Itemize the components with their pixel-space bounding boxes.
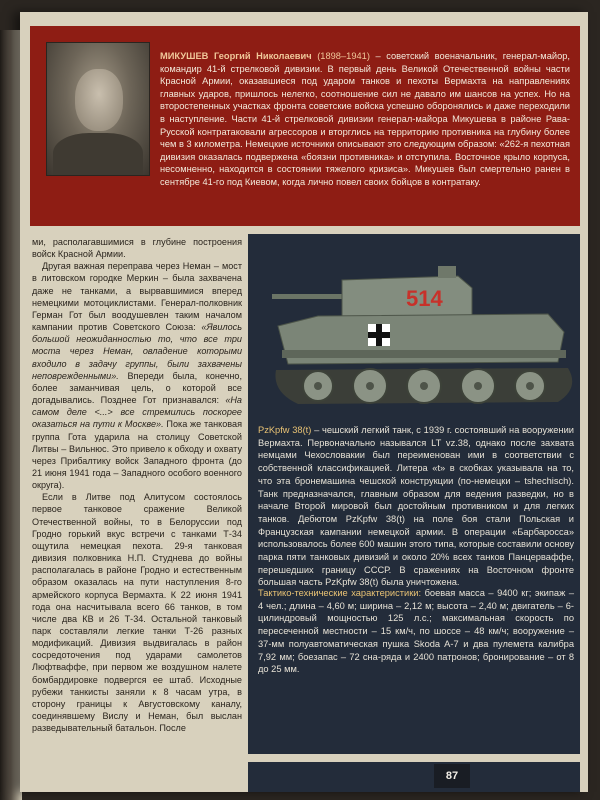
bio-body: – советский военачальник, генерал-майор, командир 41-й стрелковой дивизии. В первый день Великой Отечественной войны части Красной Армии, оказавшиеся под ударом танков и пехоты Вермахта на направлениях главных ударов, пришлось нелегко, соотношение сил не давало им шансов на успех. Но на второстепенных участках фронта советские войска успешно оборонялись и даже переходили в наступление. Части 41-й стрелковой дивизии генерал-майора Микушева в районе Рава-Русской контратаковали агрессоров и вторглись на территорию противника на глубину более чем в 3 километра. Немецкие источники описывают это следующим образом: «262-я пехотная дивизия оказалась подвержена «боязни противника» и отступила. Восточное крыло корпуса, несомненно, находится в состоянии тяжелого кризиса». Микушев был смертельно ранен в сентябре 41-го под Киевом, когда лично повел своих бойцов в контратаку. [160,51,570,187]
tank-fender [282,350,566,358]
tank-specifications [258,587,574,676]
page-number: 87 [434,764,470,788]
tank-cupola [438,266,456,278]
tank-gun [272,294,342,299]
portrait-uniform [53,133,143,176]
book-spine-shadow [0,30,22,800]
tank-info-panel [248,234,580,754]
bio-name: МИКУШЕВ Георгий Николаевич [160,51,312,61]
quote-hoth-2: «На самом деле <...> все стремились поскорее оказаться на пути к Москве». [32,395,242,430]
paragraph-2-tail: Впереди была, конечно, более заманчивая цель, о которой все догадывались. Позднее Гот признавался: [32,370,243,406]
tank-number: 514 [406,286,443,311]
paragraph-1: ми, располагавшимися в глубине построения войск Красной Армии. [32,237,242,260]
cross-emblem-h [368,332,390,338]
paragraph-3: Если в Литве под Алитусом состоялось первое танковое сражение Великой Отечественной войны, то в Белоруссии под Гродно горький вкус встречи с танками Т-34 ощутила немецкая пехота. 29-я танковая дивизия полковника Н.П. Студнева до войны располагалась в районе Гродно и естественным образом оказалась на пути наступления 8-го армейского корпуса Вермахта. К 22 июня 1941 года она насчитывала всего 66 танков, в том числе два КВ и 26 Т-34. Остальной танковый парк составляли легкие танки Т-26 разных модификаций. Дивизия выдвигалась в район сосредоточения под ударами самолетов Люфтваффе, при первом же воздушном налете бомбардировке подвергся ее штаб. Исходные рубежи танкисты заняли к 8 часам утра, в сторону границы к Августовскому каналу, соединявшему Вислу и Неман, был выслан разведывательный батальон. После [32,492,242,734]
book-page [20,12,588,792]
tank-description [258,424,574,589]
specs-title: Тактико-технические характеристики: [258,588,422,598]
quote-hoth-1: «Явилось большой неожиданностью то, что все три моста через Неман, овладение которыми входило в задачу группы, были захвачены неповрежденными». [32,322,242,381]
footer-bar [248,762,580,792]
paragraph-2-end: Пока же танковая группа Гота ударила на столицу Советской Литвы – Вильнюс. Это привело к обходу и охвату через Прибалтику войск Западного фронта (до 21 июня 1941 года – Западного особого военного округа). [32,419,243,491]
biography-text [160,50,570,189]
portrait-face [75,69,123,131]
tank-illustration [258,252,578,417]
specs-body: боевая масса – 9400 кг; экипаж – 4 чел.; длина – 4,60 м; ширина – 2,12 м; высота – 2,40 м; двигатель – 6-цилиндровый мощностью 125 л.с.; максимальная скорость по пересеченной местности – 15 км/ч, по шоссе – 48 км/ч; вооружение – 37-мм полуавтоматическая пушка Skoda A-7 и два пулемета калибра 7,92 мм; боезапас – 72 сна-ряда и 2400 патронов; бронирование – от 8 до 25 мм. [258,588,575,675]
paragraph-2 [32,260,242,491]
tank-description-body: – чешский легкий танк, с 1939 г. состоявший на вооружении Вермахта. Первоначально назывался LT vz.38, однако после захвата немцами Чехословакии был переименован ими в соответствии с собственной классификацией. Литера «t» в скобках указывала на то, что эта бронемашина чешской конструкции (по-немецки – tshechisch). Танк предназначался, главным образом для ведения разведки, но в начале Второй мировой был достойным противником и для легких танков. Дебютом PzKpfw 38(t) на поле боя стали Польская и Французская кампании немецкой армии. В операции «Барбаросса» использовалось более 600 машин этого типа, которые составили основу парка пяти танковых дивизий и около 20% всех танков Панцерваффе, перешедших границу СССР. В сражениях на Восточном фронте большая часть PzKpfw 38(t) была уничтожена. [258,425,574,588]
paragraph-2-text: Другая важная переправа через Неман – мост в литовском городке Меркин – была захвачена даже не танками, а вырвавшимися вперед немецкими мотоциклистами. Генерал-полковник Герман Гот был воодушевлен таким началом кампании против Советского Союза: [32,261,242,333]
tank-title: PzKpfw 38(t) [258,425,312,435]
main-text-column [32,236,242,734]
biography-box [30,26,580,226]
portrait-photo [46,42,150,176]
bio-dates: (1898–1941) [317,51,370,61]
